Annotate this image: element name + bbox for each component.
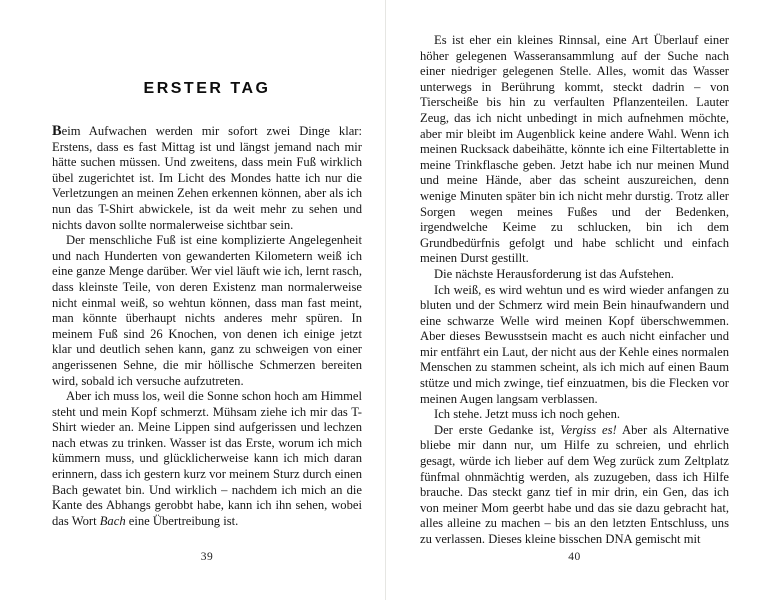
paragraph-text: Aber ich muss los, weil die Sonne schon hoch am Himmel steht und mein Kopf schmerzt. Mühsam ziehe ich mir das T-Shirt wieder an. Meine Lippen sind aufgerissen und lechzen nach etwas zu trinken. Wasser ist das Erste, worum ich mich kümmern muss, und glücklicherweise kann ich mich daran erinnern, dass ich gestern kurz vor meinem Sturz durch einen Bach gewatet bin. Und wirklich – nachdem ich mich an die Kante des Abhangs gerobbt habe, kann ich ihn sehen, wobei das Wort	[52, 389, 362, 528]
paragraph-text: Der menschliche Fuß ist eine komplizierte Angelegenheit und nach Hunderten von gewanderten Kilometern weiß ich eine ganze Menge darüber. Wer viel läuft wie ich, lernt rasch, dass kleinste Teile, von deren Existenz man normalerweise nicht einmal weiß, so wehtun können, dass man fast meint, man könnte überhaupt nichts anderes mehr spüren. In meinem Fuß sind 26 Knochen, von denen ich einige jetzt klar und deutlich sehen kann, ganz zu schweigen von einer angerissenen Sehne, die mir höllische Schmerzen bereiten wird, sobald ich versuche aufzutreten.	[52, 233, 362, 388]
chapter-title: ERSTER TAG	[143, 80, 271, 97]
paragraph-text: Ich weiß, es wird wehtun und es wird wieder anfangen zu bluten und der Schmerz wird mein Bein hinaufwandern und eine schwarze Welle wird meinen Kopf überschwemmen. Aber dieses Bewusstsein macht es auch nicht einfacher und mir entfährt ein Laut, der nicht aus der Kehle eines normalen Menschen zu stammen scheint, als ich mich auf einen Baum stütze und mich zwinge, tief einzuatmen, bis die Flecken vor meinen Augen langsam verblassen.	[420, 282, 729, 406]
paragraph-text: Die nächste Herausforderung ist das Aufstehen.	[434, 266, 674, 281]
paragraph	[52, 233, 362, 389]
page-number-right: 40	[568, 551, 581, 563]
paragraph	[52, 124, 362, 233]
page-left	[52, 0, 362, 600]
page-left-body-text	[52, 124, 362, 529]
page-right-body-text	[420, 0, 729, 548]
paragraph-text: Es ist eher ein kleines Rinnsal, eine Art Überlauf einer höher gelegenen Wasseransammlung auf der Suche nach einer niedriger gelegenen Stelle. Alles, womit das Wasser unterwegs in Berührung kommt, steckt dadrin – von Tierscheiße bis hin zu verfaulten Pflanzenteilen. Lauter Zeug, das ich nicht unbedingt in mich aufnehmen möchte, aber mir bleibt im Augenblick keine andere Wahl. Wenn ich meinen Rucksack dabeihätte, könnte ich eine Filtertablette in meine Trinkflasche geben. Jetzt habe ich nur meinen Mund und meine Hände, aber das scheint auszureichen, denn wenige Minuten später bin ich nicht mehr durstig. Trotz aller Sorgen wegen meines Fußes und der Bedenken, irgendwelche Keime zu schlucken, bin ich dem Grundbedürfnis gefolgt und habe schlicht und einfach meinen Durst gestillt.	[420, 33, 729, 266]
page-number-left: 39	[200, 551, 214, 563]
page-right	[420, 0, 729, 600]
paragraph	[420, 407, 729, 423]
paragraph-text: Der erste Gedanke ist,	[434, 422, 561, 437]
page-gutter-divider	[385, 0, 386, 600]
paragraph	[420, 267, 729, 283]
paragraph-text: Ich stehe. Jetzt muss ich noch gehen.	[434, 407, 621, 422]
paragraph	[52, 389, 362, 529]
paragraph	[420, 283, 729, 408]
paragraph	[420, 33, 729, 267]
italic-text: Vergiss es!	[560, 422, 617, 437]
paragraph-initial-letter: B	[52, 123, 62, 139]
italic-text: Bach	[99, 513, 126, 528]
paragraph-text: eim Aufwachen werden mir sofort zwei Dinge klar: Erstens, dass es fast Mittag ist und längst jemand nach mir hätte suchen müssen. Und zweitens, dass mein Fuß wirklich übel zugerichtet ist. Im Licht des Mondes hatte ich nur die Verletzungen an meinen Zehen erkennen können, aber als ich nun das T-Shirt abwickele, ist da weit mehr zu sehen und nichts davon sollte normalerweise sichtbar sein.	[52, 124, 362, 232]
paragraph-text: Aber als Alternative bliebe mir dann nur, um Hilfe zu schreien, und ehrlich gesagt, würde ich lieber auf dem Weg zurück zum Zeltplatz fünfmal ohnmächtig werden, als zuzugeben, dass ich Hilfe brauche. Das steckt ganz tief in mir drin, ein Gen, das ich von meiner Mom geerbt habe und das sie dazu gebracht hat, alles alleine zu machen – bis an den letzten Entschluss, uns zu verlassen. Dieses kleine bisschen DNA gemischt mit	[420, 422, 729, 546]
paragraph-text: eine Übertreibung ist.	[125, 513, 239, 528]
paragraph	[420, 423, 729, 548]
